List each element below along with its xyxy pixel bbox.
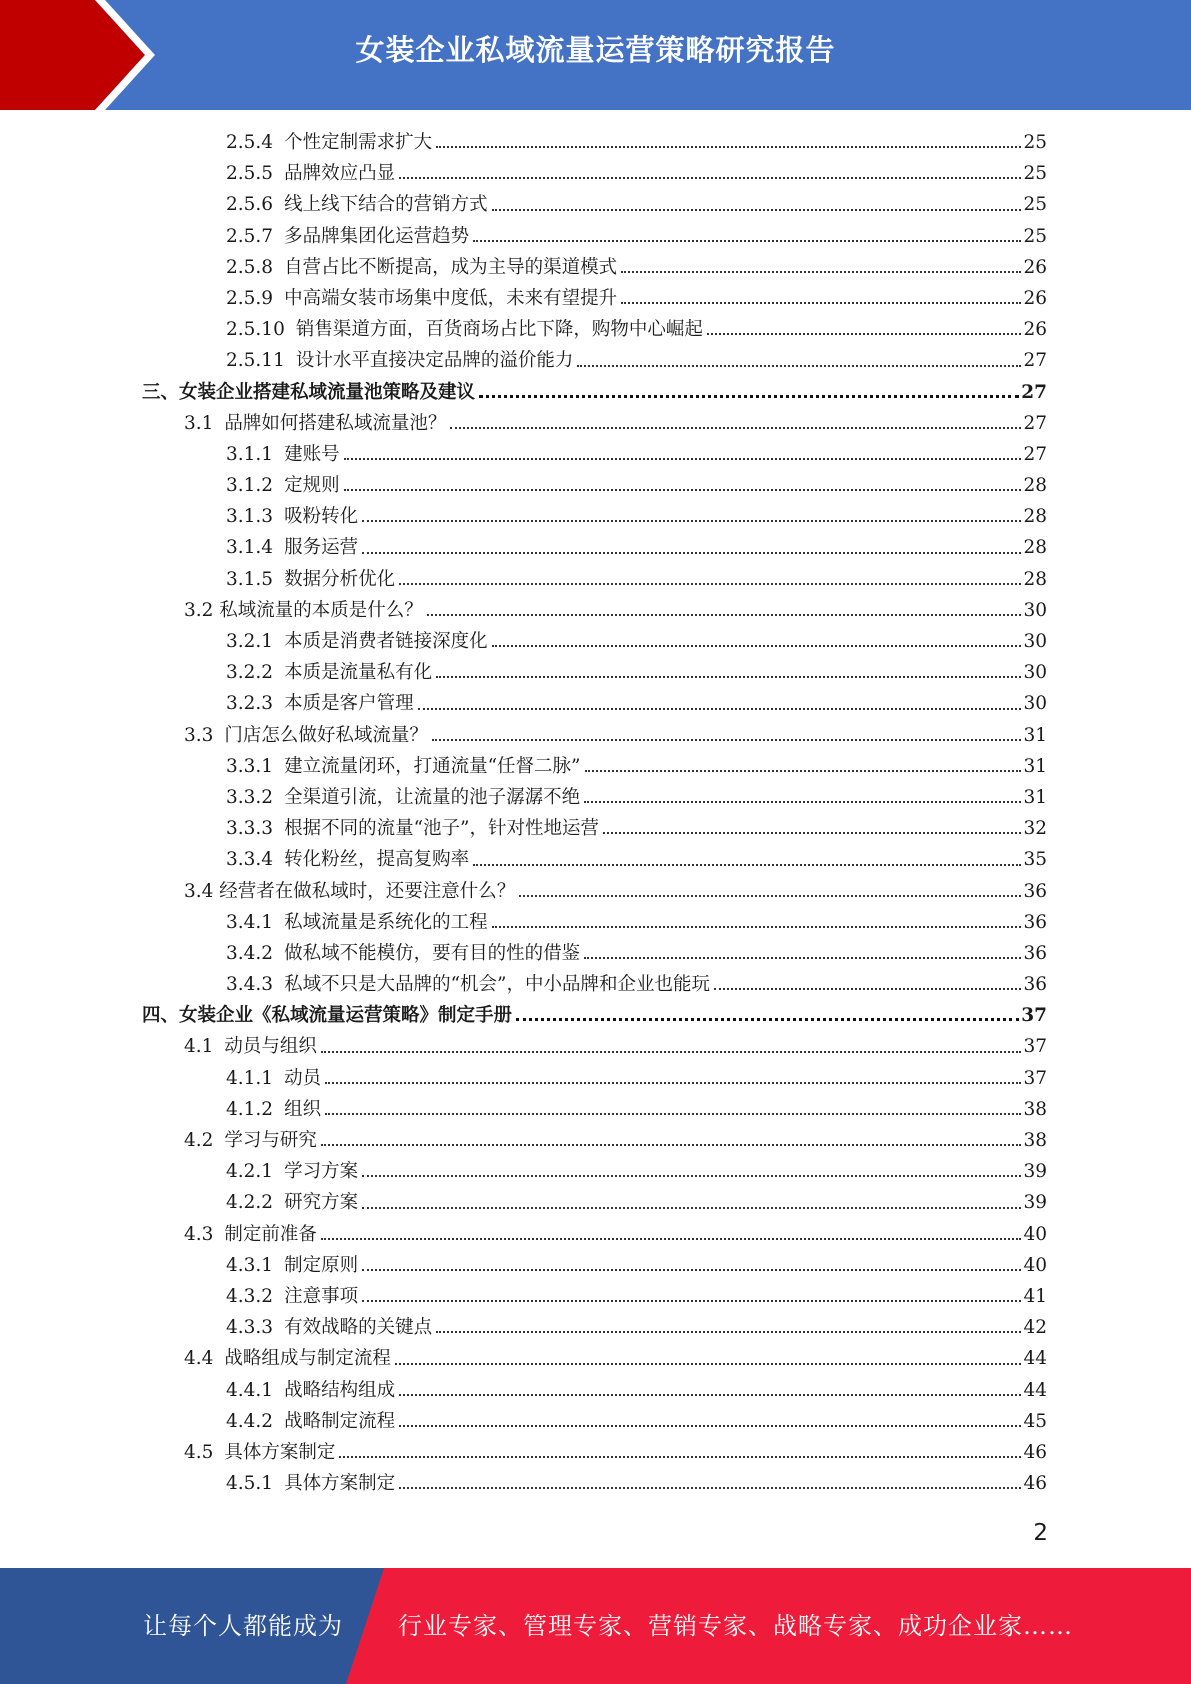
toc-dot-leader: [473, 864, 1021, 866]
toc-entry-title: 品牌效应凸显: [284, 163, 396, 185]
toc-entry-title: 本质是消费者链接深度化: [284, 631, 488, 652]
table-of-contents: [142, 128, 1047, 1500]
toc-entry-title: 定规则: [284, 475, 340, 497]
toc-entry-page: 25: [1023, 163, 1047, 185]
toc-entry-number: 3.4.2: [226, 942, 274, 964]
toc-entry-title: 建立流量闭环，打通流量“任督二脉”: [284, 755, 581, 777]
toc-entry-page: 45: [1023, 1410, 1047, 1432]
toc-entry-page: 27: [1023, 412, 1047, 434]
toc-entry-title: 学习方案: [284, 1161, 359, 1183]
header-banner: [0, 0, 1191, 110]
toc-dot-leader: [339, 1456, 1021, 1458]
chevron-arrow-icon: [0, 0, 160, 110]
toc-entry[interactable]: [142, 783, 1047, 814]
toc-entry-title: 动员: [284, 1067, 322, 1089]
toc-dot-leader: [362, 520, 1021, 522]
toc-entry-number: 3.4.3: [226, 974, 274, 996]
toc-dot-leader: [399, 583, 1021, 585]
toc-entry[interactable]: [142, 346, 1047, 377]
toc-entry[interactable]: [142, 565, 1047, 596]
toc-entry-page: 28: [1023, 568, 1047, 590]
toc-entry-page: 35: [1023, 849, 1047, 871]
toc-entry[interactable]: [142, 222, 1047, 253]
toc-entry[interactable]: [142, 814, 1047, 845]
toc-dot-leader: [321, 1238, 1022, 1240]
toc-dot-leader: [492, 926, 1022, 928]
toc-entry-title: 有效战略的关键点: [284, 1317, 433, 1339]
toc-entry-title: 具体方案制定: [224, 1441, 336, 1463]
toc-dot-leader: [427, 614, 1022, 616]
toc-entry-number: 3.1.5: [226, 568, 274, 590]
toc-dot-leader: [418, 708, 1022, 710]
toc-entry-page: 30: [1023, 662, 1047, 684]
toc-entry-page: 36: [1023, 974, 1047, 996]
toc-entry-title: 做私域不能模仿，要有目的性的借鉴: [284, 942, 581, 964]
toc-entry-number: 3.1: [184, 412, 214, 434]
toc-entry-title: 制定前准备: [224, 1223, 317, 1245]
toc-entry[interactable]: [142, 1376, 1047, 1407]
toc-entry-title: 建账号: [284, 443, 340, 465]
toc-entry[interactable]: [142, 1469, 1047, 1500]
toc-entry-number: 3.2.3: [226, 693, 274, 715]
toc-entry-title: 门店怎么做好私域流量？: [224, 724, 428, 746]
document-title: 女装企业私域流量运营策略研究报告: [355, 33, 836, 67]
toc-entry[interactable]: [142, 1095, 1047, 1126]
toc-entry-title: 三、女装企业搭建私域流量池策略及建议: [142, 381, 476, 403]
toc-entry-number: 4.1.2: [226, 1098, 274, 1120]
toc-entry-title: 设计水平直接决定品牌的溢价能力: [295, 350, 574, 372]
toc-entry-title: 本质是流量私有化: [284, 662, 433, 684]
toc-entry-title: 研究方案: [284, 1192, 359, 1214]
toc-dot-leader: [584, 801, 1021, 803]
toc-entry-page: 42: [1023, 1317, 1047, 1339]
toc-dot-leader: [321, 1144, 1022, 1146]
toc-entry-title: 注意事项: [284, 1285, 359, 1307]
toc-entry-number: 3.2.2: [226, 662, 274, 684]
toc-entry-title: 品牌如何搭建私域流量池？: [224, 412, 447, 434]
toc-entry-page: 46: [1023, 1441, 1047, 1463]
toc-entry-page: 30: [1023, 599, 1047, 621]
toc-entry-number: 3.1.2: [226, 475, 274, 497]
toc-entry-page: 28: [1023, 537, 1047, 559]
toc-dot-leader: [621, 271, 1021, 273]
toc-entry-title: 制定原则: [284, 1254, 359, 1276]
toc-entry[interactable]: [142, 752, 1047, 783]
toc-dot-leader: [436, 146, 1021, 148]
toc-entry-page: 27: [1021, 381, 1047, 403]
toc-entry-number: 3.1.4: [226, 537, 274, 559]
toc-entry-title: 具体方案制定: [284, 1473, 396, 1495]
toc-entry-number: 2.5.10: [226, 319, 285, 341]
toc-entry-number: 2.5.8: [226, 256, 274, 278]
toc-entry[interactable]: [142, 658, 1047, 689]
toc-entry-title: 转化粉丝，提高复购率: [284, 849, 470, 871]
toc-entry-number: 4.2.2: [226, 1192, 274, 1214]
toc-dot-leader: [362, 1300, 1021, 1302]
toc-entry-page: 30: [1023, 631, 1047, 652]
toc-dot-leader: [395, 1363, 1022, 1365]
toc-dot-leader: [399, 177, 1021, 179]
footer-slogan-right: 行业专家、管理专家、营销专家、战略专家、成功企业家……: [398, 1612, 1073, 1640]
toc-entry-number: 3.3.1: [226, 755, 274, 777]
toc-dot-leader: [492, 645, 1022, 647]
toc-entry-number: 3.3.2: [226, 786, 274, 808]
toc-entry-page: 25: [1023, 194, 1047, 216]
toc-dot-leader: [362, 552, 1021, 554]
toc-entry[interactable]: [142, 409, 1047, 440]
toc-dot-leader: [473, 240, 1021, 242]
toc-entry-number: 3.1.3: [226, 506, 274, 528]
toc-entry-page: 30: [1023, 693, 1047, 715]
toc-entry-title: 战略组成与制定流程: [224, 1348, 391, 1370]
toc-entry-page: 31: [1023, 786, 1047, 808]
toc-dot-leader: [436, 676, 1021, 678]
footer-slogan-left: 让每个人都能成为: [143, 1612, 343, 1640]
toc-dot-leader: [325, 1113, 1021, 1115]
toc-entry-title: 私域流量是系统化的工程: [284, 911, 488, 933]
toc-entry-number: 3.2.1: [226, 631, 274, 652]
toc-entry-number: 4.3.2: [226, 1285, 274, 1307]
toc-entry-number: 2.5.5: [226, 163, 274, 185]
toc-entry-page: 46: [1023, 1473, 1047, 1495]
toc-dot-leader: [436, 1331, 1021, 1333]
toc-entry[interactable]: [142, 378, 1047, 409]
toc-entry[interactable]: [142, 1001, 1047, 1032]
toc-entry-number: 4.3.3: [226, 1317, 274, 1339]
toc-entry[interactable]: [142, 1064, 1047, 1095]
toc-entry-page: 40: [1023, 1223, 1047, 1245]
toc-entry-title: 学习与研究: [224, 1130, 317, 1151]
toc-entry-number: 3.3: [184, 724, 214, 746]
toc-entry[interactable]: [142, 1344, 1047, 1375]
toc-entry[interactable]: [142, 533, 1047, 564]
toc-dot-leader: [479, 395, 1019, 398]
toc-entry-page: 25: [1023, 225, 1047, 247]
toc-entry-page: 26: [1023, 256, 1047, 278]
toc-entry-number: 3.3.4: [226, 849, 274, 871]
toc-entry-page: 40: [1023, 1254, 1047, 1276]
toc-entry[interactable]: [142, 845, 1047, 876]
toc-entry-title: 自营占比不断提高，成为主导的渠道模式: [284, 256, 618, 278]
toc-entry-page: 28: [1023, 506, 1047, 528]
toc-entry-title: 四、女装企业《私域流量运营策略》制定手册: [142, 1005, 513, 1027]
toc-entry-number: 3.1.1: [226, 443, 274, 465]
toc-dot-leader: [519, 895, 1021, 897]
toc-dot-leader: [621, 302, 1021, 304]
toc-entry[interactable]: [142, 471, 1047, 502]
toc-dot-leader: [325, 1082, 1021, 1084]
toc-entry-title: 动员与组织: [224, 1036, 317, 1058]
toc-entry-number: 4.4: [184, 1348, 214, 1370]
toc-entry-title: 组织: [284, 1098, 322, 1120]
toc-dot-leader: [707, 333, 1022, 335]
toc-entry-page: 44: [1023, 1348, 1047, 1370]
toc-entry[interactable]: [142, 689, 1047, 720]
toc-dot-leader: [585, 770, 1022, 772]
toc-entry-page: 25: [1023, 132, 1047, 153]
toc-entry-page: 38: [1023, 1098, 1047, 1120]
toc-dot-leader: [321, 1051, 1022, 1053]
toc-entry-title: 战略结构组成: [284, 1379, 396, 1401]
toc-entry-page: 36: [1023, 911, 1047, 933]
toc-dot-leader: [577, 365, 1021, 367]
toc-entry[interactable]: [142, 1157, 1047, 1188]
toc-entry[interactable]: [142, 1407, 1047, 1438]
toc-entry[interactable]: [142, 1188, 1047, 1219]
toc-entry-title: 服务运营: [284, 537, 359, 559]
toc-entry-number: 4.4.1: [226, 1379, 274, 1401]
toc-entry[interactable]: [142, 315, 1047, 346]
toc-entry-title: 本质是客户管理: [284, 693, 414, 715]
toc-entry-title: 线上线下结合的营销方式: [284, 194, 488, 216]
toc-dot-leader: [344, 489, 1022, 491]
toc-entry-page: 37: [1023, 1036, 1047, 1058]
toc-entry[interactable]: [142, 1438, 1047, 1469]
toc-dot-leader: [362, 1269, 1021, 1271]
toc-entry-page: 27: [1023, 443, 1047, 465]
toc-dot-leader: [344, 458, 1022, 460]
toc-entry-number: 2.5.9: [226, 287, 274, 309]
footer-banner: [0, 1568, 1191, 1684]
toc-entry-number: 3.4.1: [226, 911, 274, 933]
toc-entry-number: 4.4.2: [226, 1410, 274, 1432]
toc-entry-page: 26: [1023, 287, 1047, 309]
toc-dot-leader: [584, 957, 1021, 959]
toc-entry[interactable]: [142, 502, 1047, 533]
toc-entry-title: 多品牌集团化运营趋势: [284, 225, 470, 247]
toc-dot-leader: [450, 427, 1021, 429]
toc-entry-page: 39: [1023, 1161, 1047, 1183]
toc-entry-page: 31: [1023, 724, 1047, 746]
toc-dot-leader: [399, 1487, 1021, 1489]
toc-entry-title: 3.4 经营者在做私域时，还要注意什么？: [184, 880, 516, 902]
toc-entry-number: 4.2.1: [226, 1161, 274, 1183]
toc-dot-leader: [492, 209, 1022, 211]
toc-entry-page: 28: [1023, 475, 1047, 497]
toc-entry[interactable]: [142, 970, 1047, 1001]
toc-entry-page: 37: [1021, 1005, 1047, 1027]
toc-dot-leader: [714, 988, 1021, 990]
toc-entry-title: 私域不只是大品牌的“机会”，中小品牌和企业也能玩: [284, 974, 710, 996]
toc-entry[interactable]: [142, 253, 1047, 284]
toc-entry-number: 4.2: [184, 1130, 214, 1151]
toc-entry-title: 销售渠道方面，百货商场占比下降，购物中心崛起: [295, 319, 703, 341]
toc-entry-title: 3.2 私域流量的本质是什么？: [184, 599, 423, 621]
toc-entry[interactable]: [142, 284, 1047, 315]
toc-entry-number: 4.1: [184, 1036, 214, 1058]
toc-entry[interactable]: [142, 1032, 1047, 1063]
toc-entry[interactable]: [142, 596, 1047, 627]
toc-dot-leader: [516, 1018, 1019, 1021]
toc-entry-page: 36: [1023, 942, 1047, 964]
toc-entry-page: 26: [1023, 319, 1047, 341]
toc-entry-number: 4.3: [184, 1223, 214, 1245]
toc-entry-number: 2.5.6: [226, 194, 274, 216]
toc-entry[interactable]: [142, 627, 1047, 658]
toc-entry-title: 根据不同的流量“池子”，针对性地运营: [284, 818, 599, 840]
toc-entry-title: 中高端女装市场集中度低，未来有望提升: [284, 287, 618, 309]
toc-dot-leader: [603, 832, 1021, 834]
toc-entry[interactable]: [142, 1126, 1047, 1157]
toc-entry[interactable]: [142, 1251, 1047, 1282]
toc-entry-title: 数据分析优化: [284, 568, 396, 590]
toc-entry-title: 战略制定流程: [284, 1410, 396, 1432]
toc-entry-page: 38: [1023, 1130, 1047, 1151]
toc-entry-number: 4.1.1: [226, 1067, 274, 1089]
toc-dot-leader: [432, 739, 1022, 741]
toc-entry[interactable]: [142, 1313, 1047, 1344]
toc-entry-number: 2.5.11: [226, 350, 285, 372]
toc-entry[interactable]: [142, 190, 1047, 221]
toc-entry[interactable]: [142, 1220, 1047, 1251]
toc-entry-page: 31: [1023, 755, 1047, 777]
toc-entry-page: 39: [1023, 1192, 1047, 1214]
toc-entry-page: 44: [1023, 1379, 1047, 1401]
toc-entry-number: 2.5.4: [226, 132, 274, 153]
toc-entry[interactable]: [142, 1282, 1047, 1313]
toc-entry-number: 3.3.3: [226, 818, 274, 840]
toc-dot-leader: [362, 1207, 1021, 1209]
toc-entry-title: 全渠道引流，让流量的池子潺潺不绝: [284, 786, 581, 808]
toc-entry-page: 41: [1023, 1285, 1047, 1307]
toc-entry[interactable]: [142, 908, 1047, 939]
toc-entry[interactable]: [142, 128, 1047, 159]
toc-entry-page: 36: [1023, 880, 1047, 902]
toc-entry-title: 吸粉转化: [284, 506, 359, 528]
page-number: 2: [1033, 1520, 1048, 1546]
toc-entry-number: 4.3.1: [226, 1254, 274, 1276]
toc-entry-number: 4.5.1: [226, 1473, 274, 1495]
toc-entry-page: 37: [1023, 1067, 1047, 1089]
toc-entry-title: 个性定制需求扩大: [284, 132, 433, 153]
toc-dot-leader: [399, 1394, 1021, 1396]
toc-entry-page: 27: [1023, 350, 1047, 372]
toc-entry[interactable]: [142, 877, 1047, 908]
toc-entry[interactable]: [142, 721, 1047, 752]
toc-entry-page: 32: [1023, 818, 1047, 840]
toc-dot-leader: [399, 1425, 1021, 1427]
toc-entry[interactable]: [142, 939, 1047, 970]
toc-entry-number: 4.5: [184, 1441, 214, 1463]
toc-entry[interactable]: [142, 159, 1047, 190]
toc-entry-number: 2.5.7: [226, 225, 274, 247]
toc-dot-leader: [362, 1175, 1021, 1177]
toc-entry[interactable]: [142, 440, 1047, 471]
